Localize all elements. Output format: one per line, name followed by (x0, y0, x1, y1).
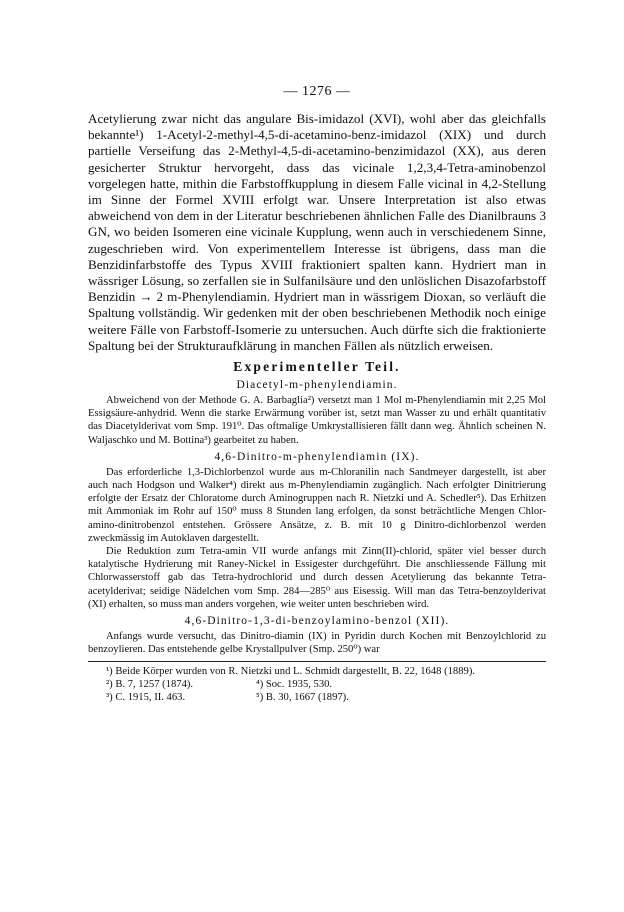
document-page (88, 84, 546, 705)
intro-paragraph: Acetylierung zwar nicht das angulare Bis-imidazol (XVI), wohl aber das gleichfalls bekannte¹) 1-Acetyl-2-methyl-4,5-di-acetamino-benz-imidazol (XIX) und durch partielle Verseifung das 2-Methyl-4,5-di-acetamino-benzimidazol (XX), aus deren gesicherter Struktur hervorgeht, dass das vicinale 1,2,3,4-Tetra-aminobenzol vorgelegen hatte, mithin die Farbstoffkupplung in diesem Falle vicinal in 4,2-Stellung im Sinne der Formel XVIII erfolgt war. Unsere Interpretation ist also etwas abweichend von dem in der Literatur beschriebenen ähnlichen Falle des Dianilbrauns 3 GN, wo beiden Isomeren eine vicinale Kupplung, wenn auch in verschiedenem Sinne, zugeschrieben wird. Von experimentellem Interesse ist übrigens, dass man die Benzidinfarbstoffe des Typus XVIII fraktioniert spalten kann. Hydriert man in wässriger Lösung, so zerfallen sie in Sulfanilsäure und den unlöslichen Disazofarbstoff Benzidin → 2 m-Phenylendiamin. Hydriert man in wässrigem Dioxan, so verläuft die Spaltung vollständig. Wir gedenken mit der oben beschriebenen Methodik noch einige weitere Fälle von Farbstoff-Isomerie zu untersuchen. Auch dürfte sich die fraktionierte Spaltung bei der Strukturaufklärung in manchen Fällen als nützlich erweisen. (88, 111, 546, 353)
footnote-row-a (106, 678, 546, 691)
paragraph-dinitro-2: Die Reduktion zum Tetra-amin VII wurde anfangs mit Zinn(II)-chlorid, später viel besser durch katalytische Hydrierung mit Raney-Nickel in Essigester durchgeführt. Die anschliessende Fällung mit Chlorwasserstoff gab das Tetra-hydrochlorid und durch dessen Acetylierung das bekannte Tetra-acetylderivat; seidige Nädelchen vom Smp. 284—285⁰ aus Eisessig. Will man das Tetra-benzoylderivat (XI) erhalten, so muss man anders vorgehen, wie weiter unten beschrieben wird. (88, 546, 546, 610)
page-number: — 1276 — (283, 84, 351, 99)
section-title: Experimenteller Teil. (233, 359, 401, 375)
footnote-row-b (106, 691, 546, 704)
subsection-title-benzoylamino: 4,6-Dinitro-1,3-di-benzoylamino-benzol (XII). (184, 615, 450, 628)
paragraph-dinitro-1: Das erforderliche 1,3-Dichlorbenzol wurde aus m-Chloranilin nach Sandmeyer dargestellt, ist aber auch nach Hodgson und Walker⁴) direkt aus m-Phenylendiamin zugänglich. Nach erfolgter Dinitrierung erfolgte der Ersatz der Chloratome durch Aminogruppen nach R. Nietzki und A. Schedler⁵). Das Erhitzen mit Ammoniak im Rohr auf 150⁰ muss 8 Stunden lang erfolgen, da sonst beträchtliche Mengen Chlor-amino-dinitrobenzol entstehen. Grössere Ansätze, z. B. mit 10 g Dinitro-dichlorbenzol werden zweckmässig im Autoklaven dargestellt. (88, 466, 546, 544)
paragraph-diacetyl: Abweichend von der Methode G. A. Barbaglia²) versetzt man 1 Mol m-Phenylendiamin mit 2,25 Mol Essigsäure-anhydrid. Wenn die starke Erwärmung vorüber ist, setzt man Wasser zu und erhält quantitativ das Diacetylderivat vom Smp. 191⁰. Das oftmalige Umkrystallisieren fällt dann weg. Ähnlich scheinen N. Waljaschko und M. Bottina³) gearbeitet zu haben. (88, 395, 546, 446)
footnote-5: ⁵) B. 30, 1667 (1897). (256, 692, 349, 704)
footnotes (88, 661, 546, 705)
subsection-title-diacetyl: Diacetyl-m-phenylendiamin. (236, 379, 398, 392)
footnote-4: ⁴) Soc. 1935, 530. (256, 678, 333, 690)
subsection-title-dinitro-diamin: 4,6-Dinitro-m-phenylendiamin (IX). (214, 450, 420, 463)
footnote-3: ³) C. 1915, II. 463. (106, 692, 186, 704)
footnote-1: ¹) Beide Körper wurden von R. Nietzki und L. Schmidt dargestellt, B. 22, 1648 (1889). (106, 665, 475, 677)
footnote-2: ²) B. 7, 1257 (1874). (106, 678, 194, 690)
paragraph-benzoylamino: Anfangs wurde versucht, das Dinitro-diamin (IX) in Pyridin durch Kochen mit Benzoylchlorid zu benzoylieren. Das entstehende gelbe Krystallpulver (Smp. 250⁰) war (88, 631, 546, 656)
